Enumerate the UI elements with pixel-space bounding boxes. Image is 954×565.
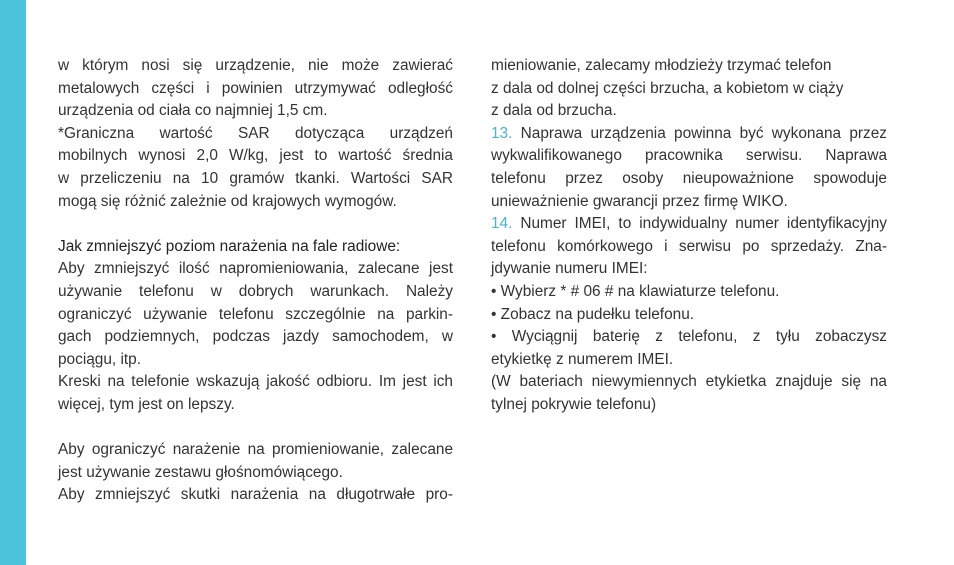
- item-number: 14.: [491, 215, 513, 233]
- text-line: jdywanie numeru IMEI:: [491, 260, 648, 278]
- bullet-item: • Zobacz na pudełku telefonu.: [491, 305, 695, 323]
- text-line: Aby zmniejszyć skutki narażenia na długotrwałe pro-: [58, 486, 453, 504]
- text-line: ograniczyć używanie telefonu szczególnie na parkin-: [58, 305, 453, 323]
- text-line: *Graniczna wartość SAR dotycząca urządzeń: [58, 124, 453, 142]
- text-line: w przeliczeniu na 10 gramów tkanki. Wartości SAR: [58, 169, 453, 187]
- text-line: mobilnych wynosi 2,0 W/kg, jest to wartość średnia: [58, 147, 453, 165]
- text-line: używanie telefonu w dobrych warunkach. Należy: [58, 282, 453, 300]
- item-text: Numer IMEI, to indywidualny numer identyfikacyjny: [512, 215, 887, 233]
- text-line: Aby zmniejszyć ilość napromieniowania, zalecane jest: [58, 260, 453, 278]
- text-line: Kreski na telefonie wskazują jakość odbioru. Im jest ich: [58, 373, 453, 391]
- text-line: z dala od brzucha.: [491, 102, 617, 120]
- note-line: tylnej pokrywie telefonu): [491, 395, 657, 413]
- text-line: unieważnienie gwarancji przez firmę WIKO.: [491, 192, 788, 210]
- bullet-item: • Wyciągnij baterię z telefonu, z tyłu zobaczysz: [491, 328, 887, 346]
- item-number: 13.: [491, 124, 513, 142]
- item-text: Naprawa urządzenia powinna być wykonana przez: [512, 124, 887, 142]
- section-heading: Jak zmniejszyć poziom narażenia na fale radiowe:: [58, 237, 401, 255]
- paragraph-spacer: [58, 417, 453, 440]
- list-item-13: [491, 123, 887, 146]
- text-line: jest używanie zestawu głośnomówiącego.: [58, 463, 343, 481]
- text-line: telefonu komórkowego i serwisu po sprzedaży. Zna-: [491, 237, 887, 255]
- text-line: w którym nosi się urządzenie, nie może zawierać: [58, 57, 453, 74]
- text-line: więcej, tym jest on lepszy.: [58, 395, 235, 413]
- text-line: mogą się różnić zależnie od krajowych wymogów.: [58, 192, 397, 210]
- text-line: pociągu, itp.: [58, 350, 141, 368]
- note-line: (W bateriach niewymiennych etykietka znajduje się na: [491, 373, 887, 391]
- text-line: urządzenia od ciała co najmniej 1,5 cm.: [58, 102, 328, 120]
- text-line: gach podziemnych, podczas jazdy samochodem, w: [58, 328, 453, 346]
- text-line: Aby ograniczyć narażenie na promieniowanie, zalecane: [58, 441, 453, 459]
- text-line: telefonu przez osoby nieupoważnione spowoduje: [491, 169, 887, 187]
- right-column: [491, 55, 887, 417]
- text-line: metalowych części i powinien utrzymywać odległość: [58, 79, 453, 97]
- text-line: wykwalifikowanego pracownika serwisu. Naprawa: [491, 147, 887, 165]
- text-line: z dala od dolnej części brzucha, a kobietom w ciąży: [491, 79, 844, 97]
- text-line: mieniowanie, zalecamy młodzieży trzymać telefon: [491, 57, 832, 74]
- list-item-14: [491, 213, 887, 236]
- paragraph-spacer: [58, 213, 453, 236]
- side-accent-bar: [0, 0, 26, 565]
- left-column: [58, 55, 453, 507]
- bullet-item: • Wybierz * # 06 # na klawiaturze telefonu.: [491, 282, 780, 300]
- text-line: etykietkę z numerem IMEI.: [491, 350, 674, 368]
